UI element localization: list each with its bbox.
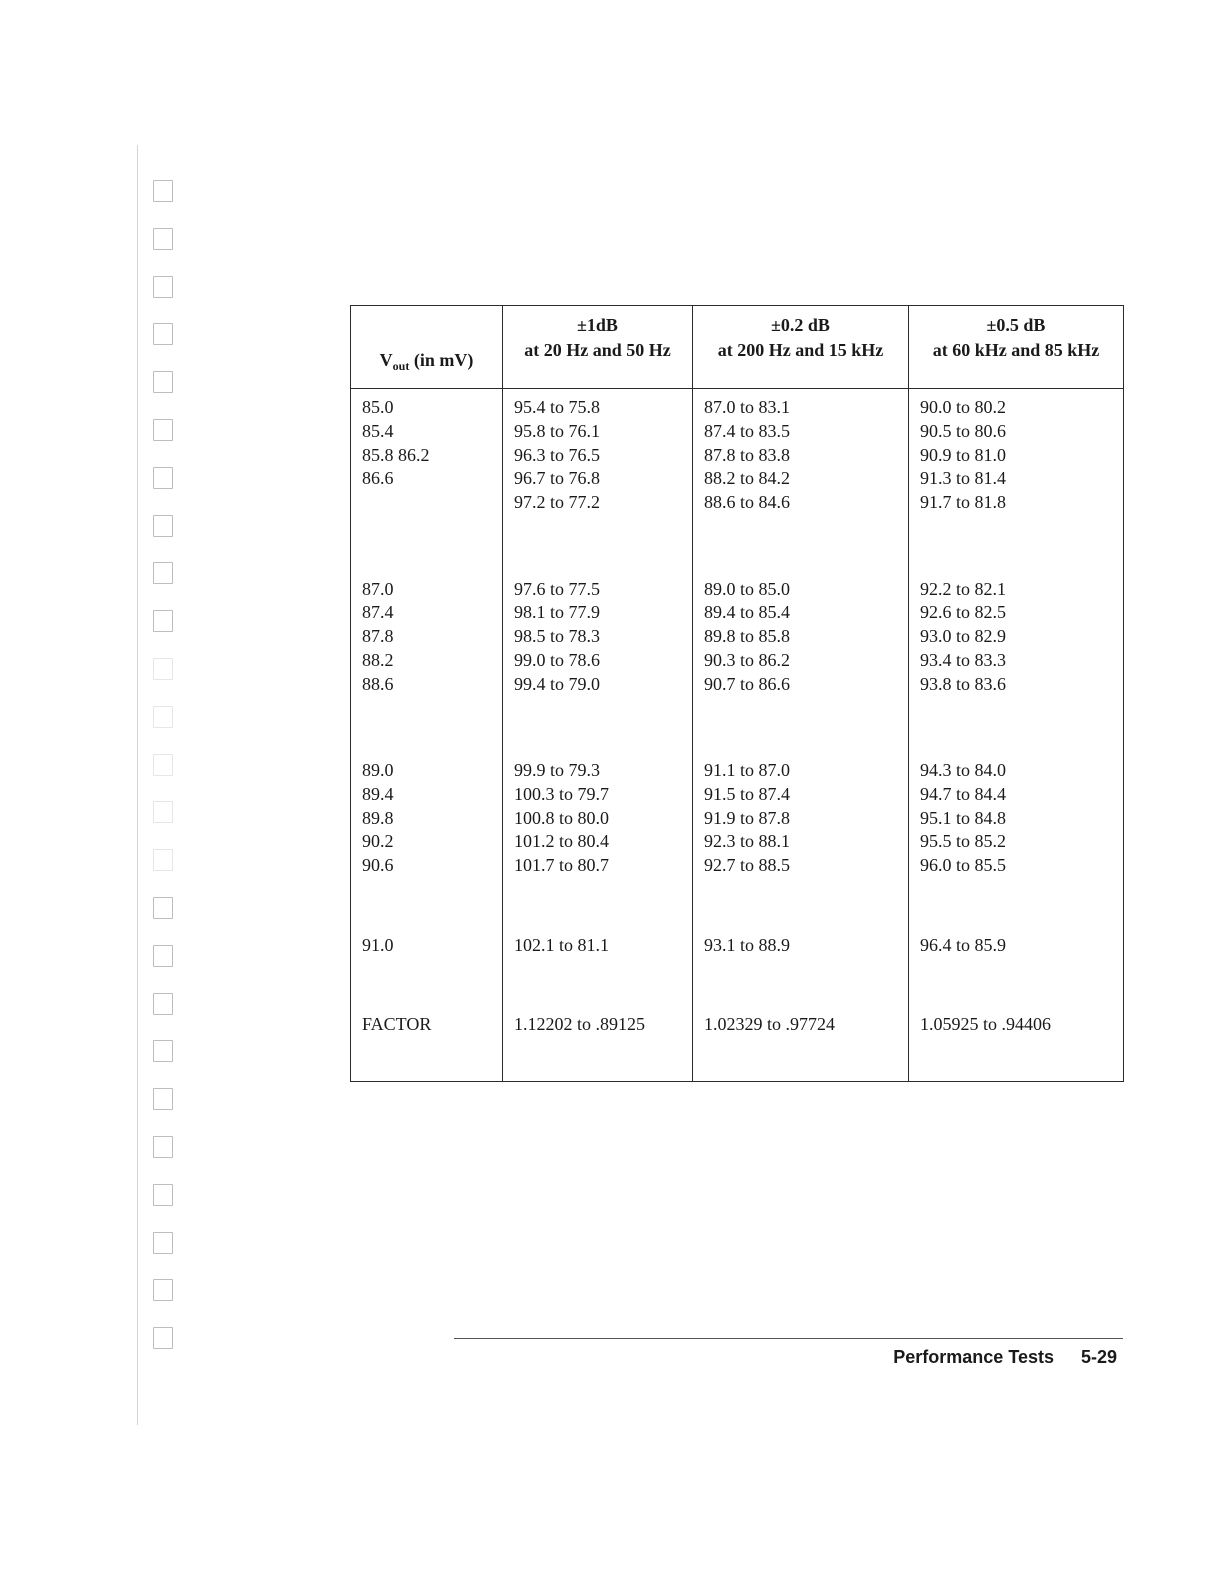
vout-value: 85.0 [362,397,394,417]
binder-hole [153,1327,173,1349]
col3-cell [909,752,1124,934]
limit-range: 96.3 to 76.5 [514,444,601,465]
vout-value: 85.4 [362,420,394,441]
vout-cell [351,752,503,934]
col1-cell [503,934,693,1014]
binder-holes [153,180,179,1375]
limit-range: 87.0 to 83.1 [704,397,791,417]
limit-range: 99.9 to 79.3 [514,760,601,780]
binder-hole [153,323,173,345]
col3-cell [909,571,1124,753]
vout-column-header [351,306,503,389]
limit-range: 90.9 to 81.0 [920,444,1007,465]
limit-range: 92.2 to 82.1 [920,578,1007,599]
table-row-single [351,934,1124,1014]
footer-rule [454,1338,1123,1339]
binder-hole [153,1088,173,1110]
limit-range: 94.3 to 84.0 [920,760,1007,780]
table-row-factor [351,1013,1124,1082]
limit-range: 93.8 to 83.6 [920,673,1007,694]
vout-value: 87.0 [362,578,394,599]
factor-label: FACTOR [362,1014,432,1034]
binder-hole [153,706,173,728]
factor-range: 1.02329 to .97724 [704,1014,836,1034]
vout-symbol: V [379,350,393,370]
limit-range: 100.3 to 79.7 [514,783,610,804]
limit-range: 95.5 to 85.2 [920,831,1007,852]
binder-hole [153,371,173,393]
vout-value: 90.2 [362,831,394,852]
limit-range: 95.4 to 75.8 [514,397,601,417]
limit-range: 94.7 to 84.4 [920,783,1007,804]
factor-range: 1.12202 to .89125 [514,1014,646,1034]
limit-range: 98.1 to 77.9 [514,602,601,623]
vout-subscript: out [392,359,410,373]
limit-range: 95.1 to 84.8 [920,807,1007,828]
col1-cell [503,1013,693,1082]
binder-hole [153,515,173,537]
footer-page-number: 5-29 [1081,1347,1118,1367]
vout-cell [351,571,503,753]
binding-margin-line [137,145,138,1425]
limit-range: 101.7 to 80.7 [514,855,610,876]
vout-value: 89.8 [362,807,394,828]
vout-value: 91.0 [362,934,394,955]
col3-header-tolerance: ±0.5 dB [986,315,1046,335]
vout-value: 88.2 [362,649,394,670]
binder-hole [153,1136,173,1158]
footer-section-title: Performance Tests [893,1347,1054,1367]
binder-hole [153,849,173,871]
binder-hole [153,562,173,584]
binder-hole [153,754,173,776]
limit-range: 98.5 to 78.3 [514,626,601,647]
limit-range: 97.2 to 77.2 [514,492,601,513]
limit-range: 91.7 to 81.8 [920,492,1007,513]
binder-hole [153,993,173,1015]
limit-range: 99.4 to 79.0 [514,673,601,694]
binder-hole [153,467,173,489]
col1-cell [503,571,693,753]
vout-value: 86.6 [362,468,394,489]
limit-range: 97.6 to 77.5 [514,578,601,599]
limit-range: 87.4 to 83.5 [704,420,791,441]
flatness-limits-table [350,305,1124,1082]
col1-header-tolerance: ±1dB [577,315,618,335]
limit-range: 89.4 to 85.4 [704,602,791,623]
col2-cell [693,1013,909,1082]
col3-cell [909,1013,1124,1082]
limit-range: 96.0 to 85.5 [920,855,1007,876]
limit-range: 89.8 to 85.8 [704,626,791,647]
col3-cell [909,389,1124,571]
col2-header [693,306,909,389]
col2-header-tolerance: ±0.2 dB [771,315,830,335]
binder-hole [153,610,173,632]
limit-range: 102.1 to 81.1 [514,934,610,955]
limit-range: 100.8 to 80.0 [514,807,610,828]
vout-value: 88.6 [362,673,394,694]
binder-hole [153,945,173,967]
limit-range: 92.6 to 82.5 [920,602,1007,623]
limit-range: 101.2 to 80.4 [514,831,610,852]
table-header-row [351,306,1124,389]
binder-hole [153,1184,173,1206]
limit-range: 88.2 to 84.2 [704,468,791,489]
limit-range: 90.0 to 80.2 [920,397,1007,417]
table-row-group-1 [351,389,1124,571]
binder-hole [153,228,173,250]
limit-range: 91.9 to 87.8 [704,807,791,828]
limit-range: 90.7 to 86.6 [704,673,791,694]
binder-hole [153,180,173,202]
vout-value: 87.4 [362,602,394,623]
limit-range: 90.5 to 80.6 [920,420,1007,441]
vout-cell [351,389,503,571]
col2-cell [693,571,909,753]
binder-hole [153,276,173,298]
col2-cell [693,934,909,1014]
col2-cell [693,389,909,571]
vout-unit: (in mV) [409,350,474,370]
vout-value: 87.8 [362,626,394,647]
col2-cell [693,752,909,934]
limit-range: 91.3 to 81.4 [920,468,1007,489]
limit-range: 93.4 to 83.3 [920,649,1007,670]
col1-header [503,306,693,389]
table-row-group-3 [351,752,1124,934]
limit-range: 99.0 to 78.6 [514,649,601,670]
limit-range: 87.8 to 83.8 [704,444,791,465]
binder-hole [153,801,173,823]
col3-header-frequency: at 60 kHz and 85 kHz [932,340,1100,360]
vout-cell [351,934,503,1014]
limit-range: 89.0 to 85.0 [704,578,791,599]
binder-hole [153,658,173,680]
table-row-group-2 [351,571,1124,753]
binder-hole [153,1279,173,1301]
limit-range: 90.3 to 86.2 [704,649,791,670]
vout-value: 89.0 [362,760,394,780]
vout-value: 89.4 [362,783,394,804]
col2-header-frequency: at 200 Hz and 15 kHz [717,340,884,360]
binder-hole [153,419,173,441]
binder-hole [153,1040,173,1062]
col1-cell [503,752,693,934]
binder-hole [153,1232,173,1254]
limit-range: 96.4 to 85.9 [920,934,1007,955]
col1-cell [503,389,693,571]
vout-value: 85.8 86.2 [362,444,430,465]
factor-label-cell [351,1013,503,1082]
limit-range: 95.8 to 76.1 [514,420,601,441]
limit-range: 96.7 to 76.8 [514,468,601,489]
limit-range: 93.1 to 88.9 [704,934,791,955]
col3-header [909,306,1124,389]
limit-range: 91.5 to 87.4 [704,783,791,804]
binder-hole [153,897,173,919]
col3-cell [909,934,1124,1014]
limit-range: 92.3 to 88.1 [704,831,791,852]
vout-value: 90.6 [362,855,394,876]
col1-header-frequency: at 20 Hz and 50 Hz [524,340,671,360]
limit-range: 93.0 to 82.9 [920,626,1007,647]
factor-range: 1.05925 to .94406 [920,1014,1052,1034]
limit-range: 92.7 to 88.5 [704,855,791,876]
limit-range: 88.6 to 84.6 [704,492,791,513]
limit-range: 91.1 to 87.0 [704,760,791,780]
